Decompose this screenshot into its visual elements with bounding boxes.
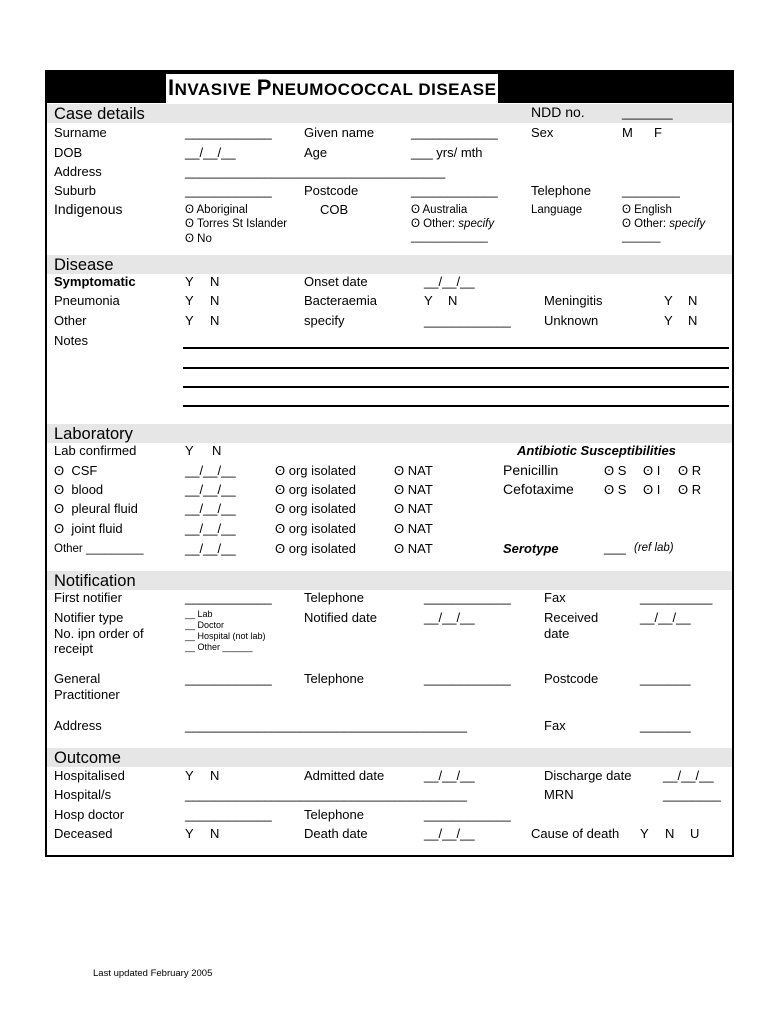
indigenous-label: Indigenous	[54, 201, 123, 217]
bacteraemia-label: Bacteraemia	[304, 293, 377, 308]
radio-icon: ʘ	[185, 233, 198, 245]
first-notifier-field[interactable]: ____________	[185, 590, 272, 605]
specify-field[interactable]: ____________	[424, 313, 511, 328]
cob-option-other[interactable]: ʘ Other: specify	[411, 218, 495, 230]
hospitals-field[interactable]: _______________________________________	[185, 787, 467, 802]
csf-org-isolated[interactable]: ʘ org isolated	[275, 463, 356, 478]
deceased-label: Deceased	[54, 826, 113, 841]
radio-icon: ʘ	[54, 521, 72, 536]
cause-of-death-label: Cause of death	[531, 826, 620, 841]
received-date-field[interactable]: __/__/__	[640, 610, 691, 625]
age-label: Age	[304, 145, 328, 160]
notes-line-3[interactable]	[183, 386, 729, 388]
penicillin-i[interactable]: ʘ I	[643, 463, 661, 478]
gp-address-label: Address	[54, 718, 102, 733]
radio-icon: ʘ	[275, 521, 289, 536]
notifier-type-label: Notifier type	[54, 610, 124, 625]
outcome-band	[47, 748, 732, 767]
cob-specify-field[interactable]: ____________	[411, 231, 488, 243]
indigenous-option-torres[interactable]: ʘ Torres St Islander	[185, 218, 288, 230]
postcode-field[interactable]: ____________	[411, 183, 498, 198]
radio-icon: ʘ	[275, 482, 289, 497]
pleural-nat[interactable]: ʘ NAT	[394, 501, 433, 516]
blood-nat[interactable]: ʘ NAT	[394, 482, 433, 497]
bacteraemia-y[interactable]: Y	[424, 293, 433, 308]
telephone-field[interactable]: ________	[622, 183, 680, 198]
hospitalised-label: Hospitalised	[54, 768, 125, 783]
radio-icon: ʘ	[394, 463, 408, 478]
admitted-date-field[interactable]: __/__/__	[424, 768, 475, 783]
radio-icon: ʘ	[622, 204, 635, 216]
csf-date-field[interactable]: __/__/__	[185, 463, 236, 478]
language-specify-field[interactable]: ______	[622, 231, 661, 243]
radio-icon: ʘ	[604, 482, 618, 497]
joint-org-isolated[interactable]: ʘ org isolated	[275, 521, 356, 536]
admitted-date-label: Admitted date	[304, 768, 385, 783]
sex-option-m[interactable]: M	[622, 125, 633, 140]
specimen-csf[interactable]: ʘ CSF	[54, 463, 98, 478]
hospitals-label: Hospital/s	[54, 787, 112, 802]
mrn-field[interactable]: ________	[663, 787, 721, 802]
notifier-type-doctor[interactable]: __ Doctor	[185, 620, 225, 630]
serotype-label: Serotype	[503, 541, 559, 556]
specify-label: specify	[304, 313, 345, 328]
mrn-label: MRN	[544, 787, 574, 802]
joint-nat[interactable]: ʘ NAT	[394, 521, 433, 536]
address-field[interactable]: ____________________________________	[185, 164, 446, 179]
specimen-pleural-fluid[interactable]: ʘ pleural fluid	[54, 501, 138, 516]
given-name-field[interactable]: ____________	[411, 125, 498, 140]
cause-of-death-n[interactable]: N	[665, 826, 675, 841]
surname-label: Surname	[54, 125, 107, 140]
notification-heading: Notification	[54, 572, 136, 590]
ref-lab-note: (ref lab)	[634, 542, 674, 554]
other-disease-y[interactable]: Y	[185, 313, 194, 328]
age-field[interactable]: ___ yrs/ mth	[411, 145, 483, 160]
radio-icon: ʘ	[185, 204, 197, 216]
gp-telephone-field[interactable]: ____________	[424, 671, 511, 686]
deceased-y[interactable]: Y	[185, 826, 194, 841]
penicillin-s[interactable]: ʘ S	[604, 463, 627, 478]
radio-icon: ʘ	[411, 204, 423, 216]
gp-address-field[interactable]: _______________________________________	[185, 718, 467, 733]
cause-of-death-u[interactable]: U	[690, 826, 700, 841]
radio-icon: ʘ	[185, 218, 197, 230]
form-title: INVASIVE PNEUMOCOCCAL DISEASE	[166, 74, 498, 104]
hosp-telephone-field[interactable]: ____________	[424, 807, 511, 822]
postcode-label: Postcode	[304, 183, 359, 198]
meningitis-label: Meningitis	[544, 293, 603, 308]
other-disease-n[interactable]: N	[210, 313, 220, 328]
radio-icon: ʘ	[622, 218, 635, 230]
surname-field[interactable]: ____________	[185, 125, 272, 140]
received-date-label: Received	[544, 610, 599, 625]
gp-label: General	[54, 671, 101, 686]
cefotaxime-i[interactable]: ʘ I	[643, 482, 661, 497]
language-label: Language	[531, 204, 583, 216]
hosp-doctor-field[interactable]: ____________	[185, 807, 272, 822]
laboratory-heading: Laboratory	[54, 425, 133, 443]
notes-line-4[interactable]	[183, 405, 729, 407]
other-org-isolated[interactable]: ʘ org isolated	[275, 541, 356, 556]
other-date-field[interactable]: __/__/__	[185, 541, 236, 556]
cefotaxime-r[interactable]: ʘ R	[678, 482, 702, 497]
address-label: Address	[54, 164, 102, 179]
gp-postcode-field[interactable]: _______	[640, 671, 691, 686]
lab-confirmed-y[interactable]: Y	[185, 443, 194, 458]
suburb-field[interactable]: ____________	[185, 183, 272, 198]
notified-date-label: Notified date	[304, 610, 377, 625]
radio-icon: ʘ	[394, 482, 408, 497]
specimen-blood[interactable]: ʘ blood	[54, 482, 104, 497]
disease-band	[47, 255, 732, 274]
pneumonia-label: Pneumonia	[54, 293, 120, 308]
dob-field[interactable]: __/__/__	[185, 145, 236, 160]
hosp-telephone-label: Telephone	[304, 807, 364, 822]
dob-label: DOB	[54, 145, 83, 160]
notifier-telephone-field[interactable]: ____________	[424, 590, 511, 605]
indigenous-option-aboriginal[interactable]: ʘ Aboriginal	[185, 204, 248, 216]
disease-heading: Disease	[54, 256, 114, 274]
sex-option-f[interactable]: F	[654, 125, 662, 140]
radio-icon: ʘ	[54, 463, 72, 478]
notifier-telephone-label: Telephone	[304, 590, 364, 605]
lab-confirmed-n[interactable]: N	[212, 443, 222, 458]
symptomatic-y[interactable]: Y	[185, 274, 194, 289]
ndd-field[interactable]: _______	[622, 105, 673, 120]
notifier-type-hospital[interactable]: __ Hospital (not lab)	[185, 631, 266, 641]
lab-confirmed-label: Lab confirmed	[54, 443, 137, 458]
ndd-label: NDD no.	[531, 104, 585, 120]
death-date-label: Death date	[304, 826, 368, 841]
unknown-y[interactable]: Y	[664, 313, 673, 328]
radio-icon: ʘ	[394, 521, 408, 536]
specimen-other-field[interactable]: Other _________	[54, 543, 144, 555]
blood-date-field[interactable]: __/__/__	[185, 482, 236, 497]
notifier-type-other[interactable]: __ Other ______	[185, 642, 253, 652]
pneumonia-y[interactable]: Y	[185, 293, 194, 308]
radio-icon: ʘ	[394, 541, 408, 556]
hosp-doctor-label: Hosp doctor	[54, 807, 125, 822]
last-updated-footer: Last updated February 2005	[93, 968, 213, 979]
radio-icon: ʘ	[643, 463, 657, 478]
symptomatic-n[interactable]: N	[210, 274, 220, 289]
suburb-label: Suburb	[54, 183, 96, 198]
receipt-label: receipt	[54, 641, 94, 656]
radio-icon: ʘ	[678, 482, 692, 497]
notifier-type-lab[interactable]: __ Lab	[185, 609, 213, 619]
hospitalised-y[interactable]: Y	[185, 768, 194, 783]
cefotaxime-label: Cefotaxime	[503, 481, 574, 497]
cob-label: COB	[320, 202, 349, 217]
notified-date-field[interactable]: __/__/__	[424, 610, 475, 625]
notes-label: Notes	[54, 333, 88, 348]
discharge-date-label: Discharge date	[544, 768, 632, 783]
language-option-other[interactable]: ʘ Other: specify	[622, 218, 706, 230]
radio-icon: ʘ	[275, 501, 289, 516]
joint-date-field[interactable]: __/__/__	[185, 521, 236, 536]
radio-icon: ʘ	[643, 482, 657, 497]
meningitis-y[interactable]: Y	[664, 293, 673, 308]
gp-label-2: Practitioner	[54, 687, 120, 702]
bacteraemia-n[interactable]: N	[448, 293, 458, 308]
received-date-label-2: date	[544, 626, 570, 641]
gp-fax-label: Fax	[544, 718, 566, 733]
unknown-n[interactable]: N	[688, 313, 698, 328]
notifier-fax-field[interactable]: __________	[640, 590, 713, 605]
language-option-english[interactable]: ʘ English	[622, 204, 672, 216]
radio-icon: ʘ	[275, 463, 289, 478]
meningitis-n[interactable]: N	[688, 293, 698, 308]
gp-postcode-label: Postcode	[544, 671, 599, 686]
death-date-field[interactable]: __/__/__	[424, 826, 475, 841]
pleural-date-field[interactable]: __/__/__	[185, 501, 236, 516]
laboratory-band	[47, 424, 732, 443]
indigenous-option-no[interactable]: ʘ No	[185, 233, 212, 245]
onset-date-field[interactable]: __/__/__	[424, 274, 475, 289]
notes-line-1[interactable]	[183, 347, 729, 349]
outcome-heading: Outcome	[54, 749, 121, 767]
cob-option-australia[interactable]: ʘ Australia	[411, 204, 468, 216]
deceased-n[interactable]: N	[210, 826, 220, 841]
hospitalised-n[interactable]: N	[210, 768, 220, 783]
radio-icon: ʘ	[54, 482, 72, 497]
ipn-order-label: No. ipn order of	[54, 626, 144, 641]
onset-date-label: Onset date	[304, 274, 368, 289]
penicillin-r[interactable]: ʘ R	[678, 463, 702, 478]
other-disease-label: Other	[54, 313, 87, 328]
other-nat[interactable]: ʘ NAT	[394, 541, 433, 556]
symptomatic-label: Symptomatic	[54, 274, 136, 289]
antibiotic-heading: Antibiotic Susceptibilities	[517, 443, 676, 458]
unknown-label: Unknown	[544, 313, 599, 328]
notifier-fax-label: Fax	[544, 590, 566, 605]
first-notifier-label: First notifier	[54, 590, 122, 605]
pleural-org-isolated[interactable]: ʘ org isolated	[275, 501, 356, 516]
radio-icon: ʘ	[678, 463, 692, 478]
radio-icon: ʘ	[604, 463, 618, 478]
gp-telephone-label: Telephone	[304, 671, 364, 686]
discharge-date-field[interactable]: __/__/__	[663, 768, 714, 783]
sex-label: Sex	[531, 125, 554, 140]
gp-fax-field[interactable]: _______	[640, 718, 691, 733]
penicillin-label: Penicillin	[503, 462, 559, 478]
given-name-label: Given name	[304, 125, 375, 140]
notification-band	[47, 571, 732, 590]
gp-field[interactable]: ____________	[185, 671, 272, 686]
radio-icon: ʘ	[411, 218, 424, 230]
serotype-field[interactable]: ___	[604, 540, 626, 555]
case-details-heading: Case details	[54, 105, 145, 123]
radio-icon: ʘ	[54, 501, 72, 516]
pneumonia-n[interactable]: N	[210, 293, 220, 308]
radio-icon: ʘ	[275, 541, 289, 556]
radio-icon: ʘ	[394, 501, 408, 516]
cefotaxime-s[interactable]: ʘ S	[604, 482, 627, 497]
telephone-label: Telephone	[531, 183, 591, 198]
specimen-joint-fluid[interactable]: ʘ joint fluid	[54, 521, 123, 536]
notes-line-2[interactable]	[183, 367, 729, 369]
cause-of-death-y[interactable]: Y	[640, 826, 649, 841]
blood-org-isolated[interactable]: ʘ org isolated	[275, 482, 356, 497]
csf-nat[interactable]: ʘ NAT	[394, 463, 433, 478]
